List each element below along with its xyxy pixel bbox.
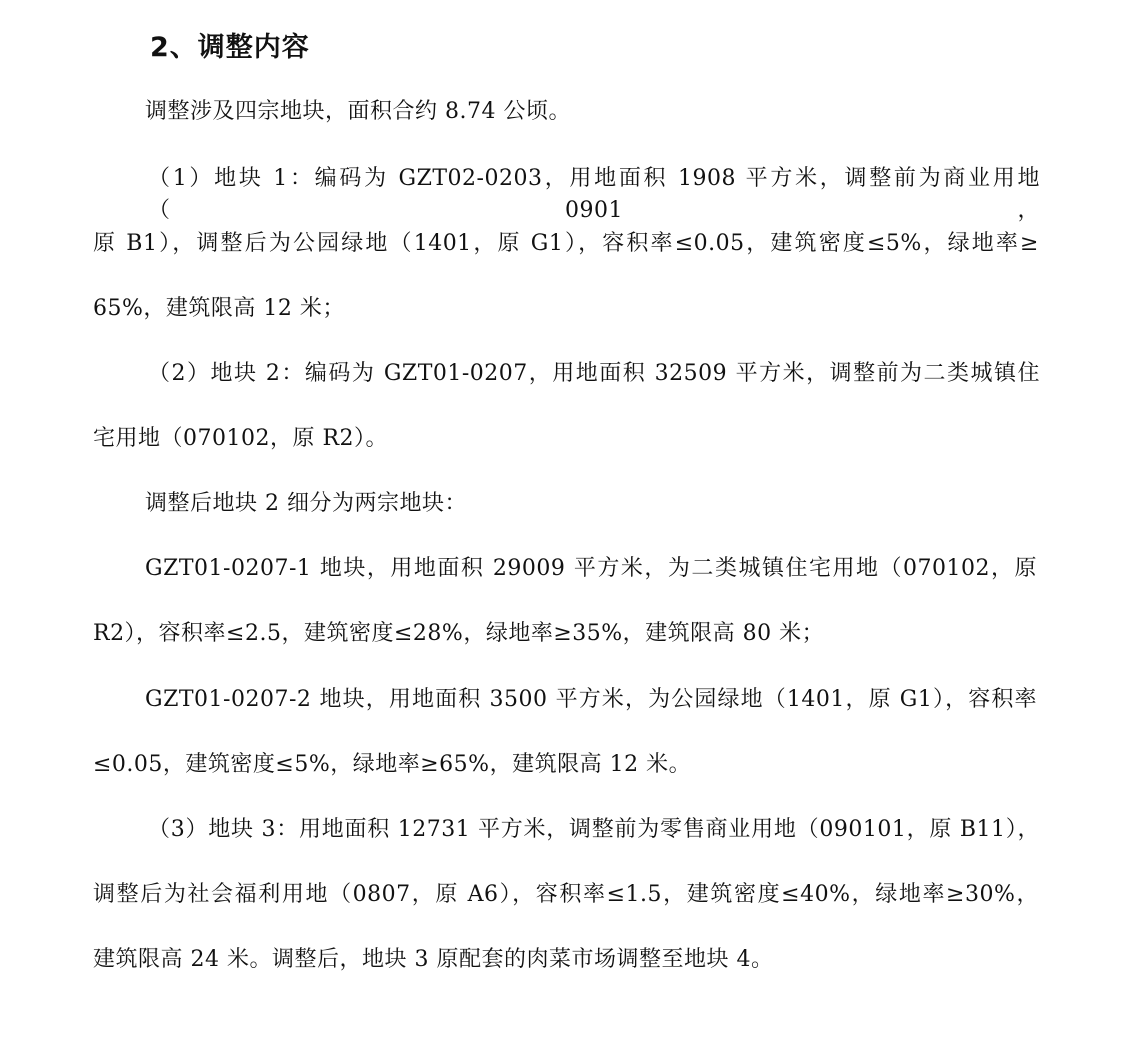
paragraph-parcel-2-line-1: （2）地块 2：编码为 GZT01-0207，用地面积 32509 平方米，调整前为二类城镇住 [148, 361, 1040, 386]
paragraph-parcel-2-line-2: 宅用地（070102，原 R2）。 [93, 426, 389, 451]
paragraph-parcel-1-line-3: 65%，建筑限高 12 米； [93, 296, 345, 321]
section-heading: 2、调整内容 [150, 32, 310, 63]
paragraph-subparcel-1-line-2: R2），容积率≤2.5，建筑密度≤28%，绿地率≥35%，建筑限高 80 米； [93, 621, 825, 646]
paragraph-subdivision: 调整后地块 2 细分为两宗地块： [145, 491, 467, 516]
paragraph-parcel-3-line-1: （3）地块 3：用地面积 12731 平方米，调整前为零售商业用地（090101，原 B11）， [148, 817, 1040, 842]
paragraph-subparcel-2-line-1: GZT01-0207-2 地块，用地面积 3500 平方米，为公园绿地（1401，原 G1），容积率 [145, 687, 1037, 712]
paragraph-parcel-3-line-3: 建筑限高 24 米。调整后，地块 3 原配套的肉菜市场调整至地块 4。 [93, 947, 774, 972]
paragraph-subparcel-1-line-1: GZT01-0207-1 地块，用地面积 29009 平方米，为二类城镇住宅用地（070102，原 [145, 556, 1037, 581]
paragraph-parcel-1-line-1: （1）地块 1：编码为 GZT02-0203，用地面积 1908 平方米，调整前为商业用地（0901， [148, 166, 1040, 223]
paragraph-parcel-1-line-2: 原 B1），调整后为公园绿地（1401，原 G1），容积率≤0.05，建筑密度≤5%，绿地率≥ [93, 231, 1039, 256]
paragraph-parcel-3-line-2: 调整后为社会福利用地（0807，原 A6），容积率≤1.5，建筑密度≤40%，绿地率≥30%， [93, 882, 1039, 907]
paragraph-subparcel-2-line-2: ≤0.05，建筑密度≤5%，绿地率≥65%，建筑限高 12 米。 [93, 752, 692, 777]
paragraph-intro: 调整涉及四宗地块，面积合约 8.74 公顷。 [145, 99, 571, 124]
